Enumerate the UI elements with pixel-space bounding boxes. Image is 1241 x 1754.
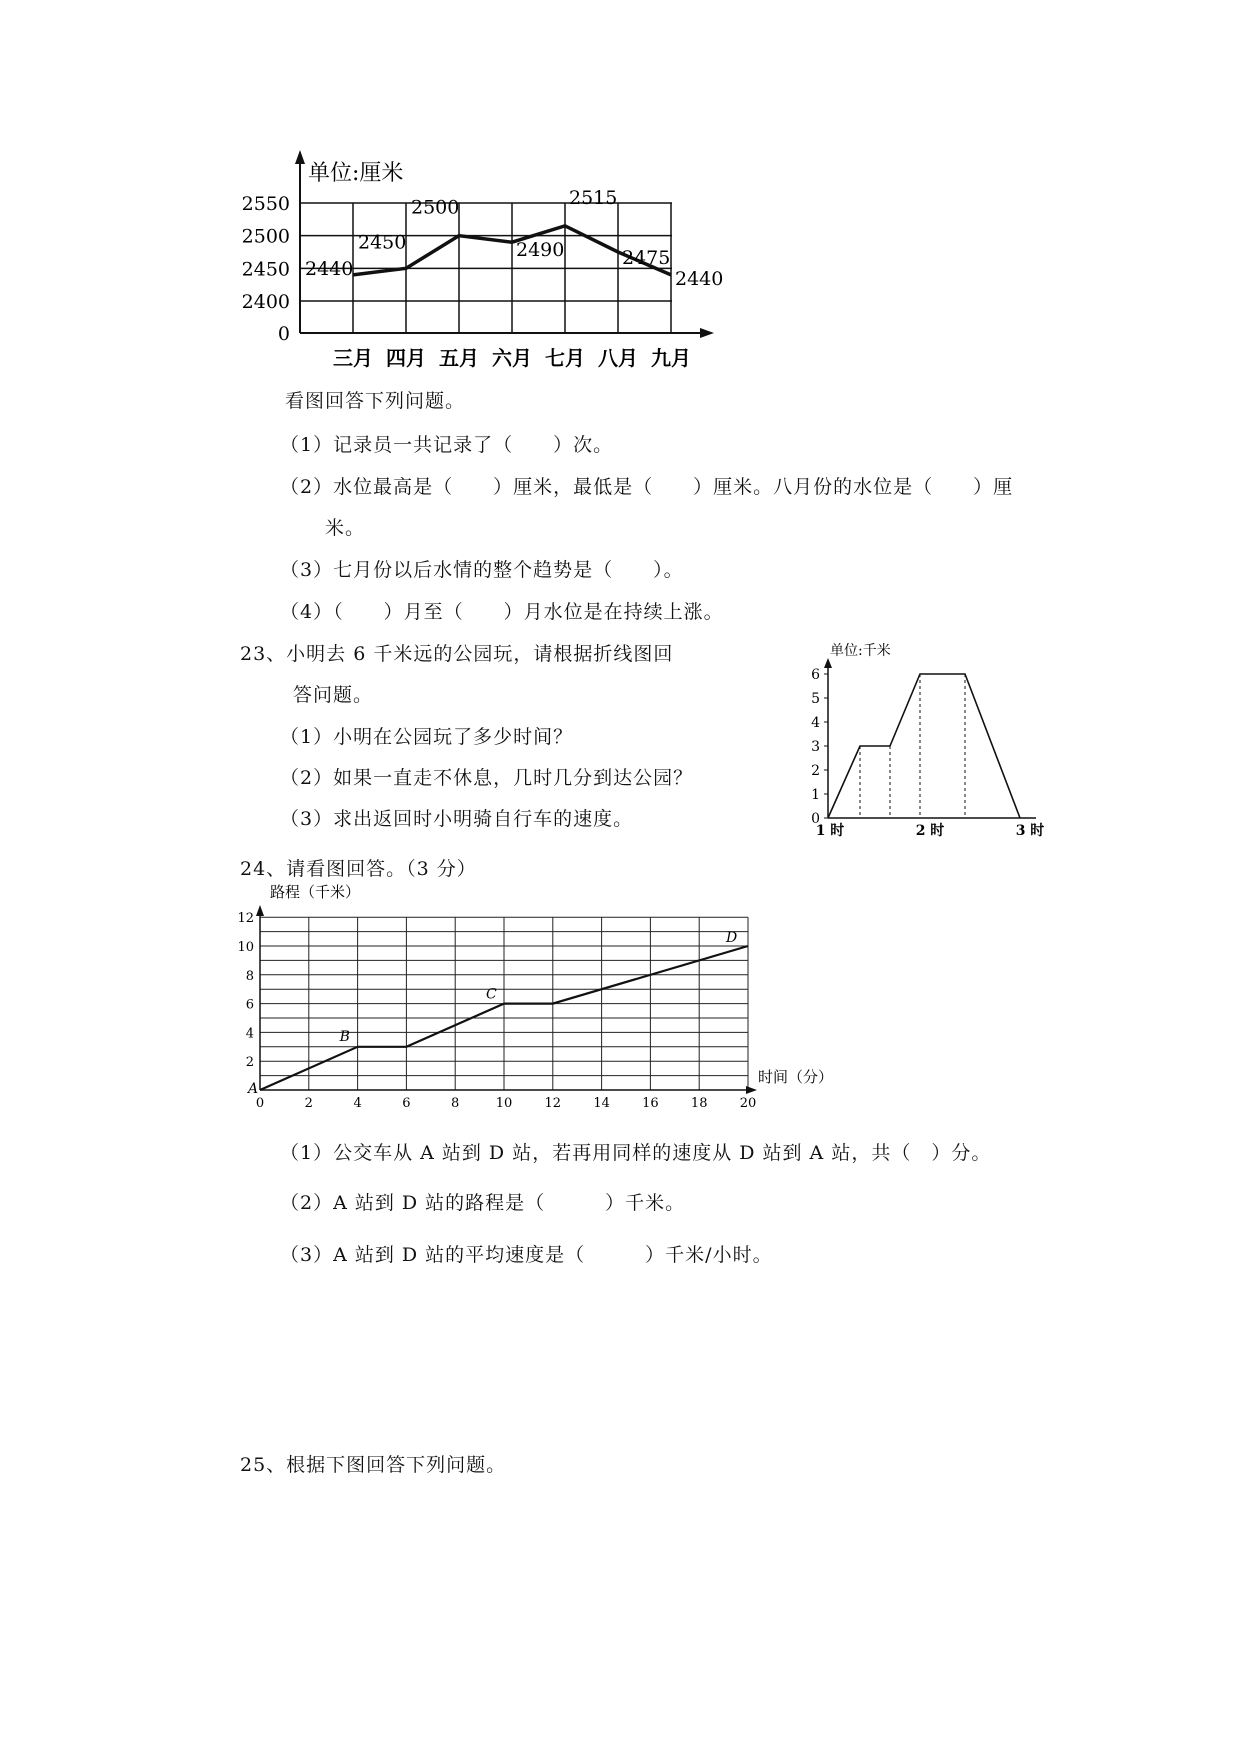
- x-tick-label: 1 时: [815, 823, 845, 839]
- point-label-a: A: [248, 1081, 259, 1097]
- data-label: 2490: [516, 239, 565, 262]
- chart1-text: [242, 161, 724, 370]
- point-label-b: B: [339, 1028, 350, 1045]
- data-label: 2475: [622, 247, 671, 269]
- y-tick-label: 12: [237, 911, 254, 927]
- q22-item-3: （3）七月份以后水情的整个趋势是（ ）。: [280, 559, 684, 581]
- q24-item-3: （3）A 站到 D 站的平均速度是（ ）千米/小时。: [280, 1244, 773, 1266]
- x-tick-label: 12: [544, 1096, 562, 1111]
- y-tick-label: 8: [245, 968, 254, 984]
- q25-title: 25、根据下图回答下列问题。: [240, 1454, 507, 1476]
- q24-item-2: （2）A 站到 D 站的路程是（ ）千米。: [280, 1192, 686, 1214]
- y-tick-label: 2: [811, 763, 820, 779]
- y-unit-label: 单位:厘米: [308, 161, 404, 186]
- x-tick-label: 10: [495, 1096, 513, 1111]
- y-tick-label: 2550: [241, 193, 290, 215]
- data-label: 2440: [675, 267, 724, 290]
- x-tick-label: 七月: [545, 346, 585, 370]
- distance-line: [828, 674, 1020, 818]
- y-tick-label: 2450: [241, 258, 290, 281]
- x-tick-label: 6: [402, 1096, 411, 1111]
- x-tick-label: 16: [642, 1096, 659, 1111]
- q22-item-2-cont: 米。: [325, 517, 366, 539]
- x-tick-label: 14: [593, 1096, 610, 1111]
- x-tick-label: 3 时: [1015, 823, 1045, 839]
- q23-title-cont: 答问题。: [293, 684, 374, 706]
- y-tick-label: 2: [245, 1055, 254, 1071]
- data-label: 2450: [358, 231, 407, 254]
- point-label-d: D: [726, 930, 738, 946]
- q23-title: 23、小明去 6 千米远的公园玩，请根据折线图回: [240, 643, 674, 665]
- q23-item-2: （2）如果一直走不休息，几时几分到达公园？: [280, 767, 694, 789]
- q24-item-1: （1）公交车从 A 站到 D 站，若再用同样的速度从 D 站到 A 站，共（ ）分。: [280, 1142, 992, 1164]
- y-axis-label: 路程（千米）: [270, 883, 361, 901]
- x-tick-label: 四月: [386, 346, 426, 370]
- x-tick-label: 六月: [492, 346, 532, 370]
- q24-title: 24、请看图回答。（3 分）: [240, 858, 477, 880]
- q22-item-4: （4）（ ）月至（ ）月水位是在持续上涨。: [280, 601, 724, 623]
- y-tick-label: 2400: [241, 291, 290, 313]
- y-tick-label: 10: [237, 940, 254, 955]
- q23-item-1: （1）小明在公园玩了多少时间？: [280, 726, 574, 748]
- x-tick-label: 五月: [439, 346, 479, 370]
- y-tick-label: 1: [811, 787, 820, 803]
- x-tick-label: 8: [451, 1096, 460, 1111]
- q23-item-3: （3）求出返回时小明骑自行车的速度。: [280, 808, 634, 830]
- y-tick-label: 3: [811, 739, 820, 755]
- data-label: 2515: [569, 186, 618, 209]
- x-tick-label: 4: [353, 1096, 362, 1111]
- distance-time-chart: [811, 642, 1044, 839]
- x-tick-label: 0: [255, 1096, 265, 1111]
- y-tick-label: 5: [811, 691, 820, 707]
- y-axis-arrow: [256, 905, 264, 916]
- point-label-c: C: [486, 986, 497, 1003]
- x-axis-label: 时间（分）: [758, 1068, 834, 1086]
- data-label: 2500: [411, 196, 460, 219]
- q22-item-1: （1）记录员一共记录了（ ）次。: [280, 434, 614, 456]
- y-tick-label: 2500: [241, 225, 290, 248]
- q22-intro: 看图回答下列问题。: [285, 390, 466, 412]
- y-tick-label: 0: [811, 811, 820, 827]
- y-axis-arrow: [824, 658, 832, 668]
- x-tick-label: 20: [739, 1096, 757, 1111]
- data-label: 2440: [305, 257, 354, 280]
- x-tick-label: 2: [304, 1096, 313, 1111]
- q22-item-2: （2）水位最高是（ ）厘米，最低是（ ）厘米。八月份的水位是（ ）厘: [280, 476, 1014, 498]
- x-tick-label: 2 时: [915, 823, 945, 839]
- x-axis-arrow: [700, 328, 714, 338]
- x-tick-label: 八月: [598, 346, 638, 370]
- x-tick-label: 九月: [651, 346, 691, 370]
- y-axis-arrow: [295, 150, 305, 164]
- x-tick-label: 18: [690, 1096, 708, 1111]
- bus-distance-chart: [237, 883, 833, 1111]
- y-tick-label: 6: [811, 667, 820, 683]
- y-tick-label: 4: [245, 1026, 254, 1042]
- x-tick-label: 三月: [333, 346, 373, 370]
- y-unit-label: 单位:千米: [830, 643, 891, 659]
- y-tick-label: 6: [245, 997, 254, 1013]
- y-tick-label: 0: [277, 323, 290, 345]
- y-tick-label: 4: [811, 715, 820, 731]
- x-axis-arrow: [746, 1086, 757, 1094]
